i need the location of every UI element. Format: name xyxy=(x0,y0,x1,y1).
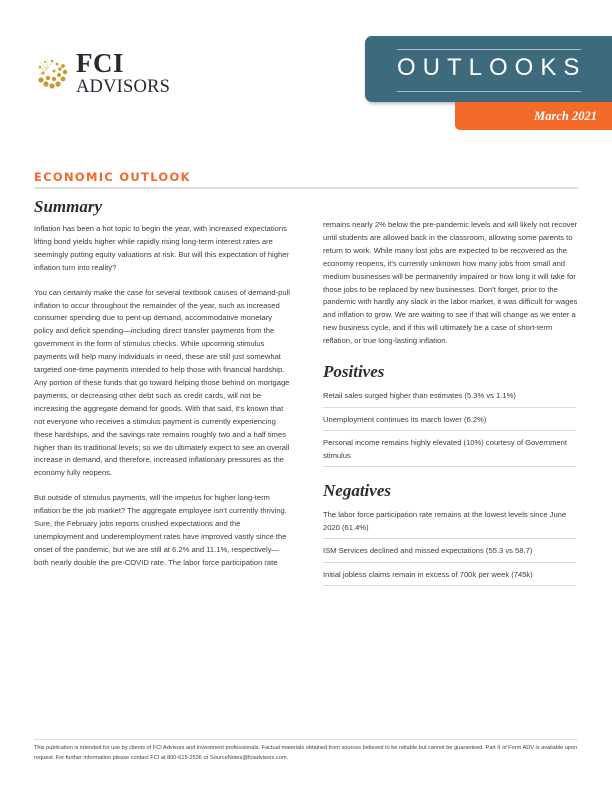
banner-title: OUTLOOKS xyxy=(397,54,587,81)
outlooks-banner xyxy=(365,36,612,102)
summary-paragraph-2: You can certainly make the case for several textbook causes of demand-pull inflation to occur throughout the remainder of the year, such as increased consumer spending due to pent-up demand, accommodative monetary policy and deficit spending—including direct transfer payments from the government in the form of stimulus checks. While upcoming stimulus payments will help many individuals in need, these are still just somewhat targeted one-time payments intended to help those with financial hardship. Any portion of these funds that go toward helping those behind on mortgage payments, or decreasing other debt such as credit cards, will not be increasing the aggregate demand for goods. With that said, it's known that not everyone who receives a stimulus payment is currently experiencing these hardships, and the savings rate remains roughly two and a half times higher than its traditional levels; so we do ultimately expect to see an overall increase in demand, and therefore, increased inflationary pressures as the economy fully reopens. xyxy=(34,287,290,478)
section-label: ECONOMIC OUTLOOK xyxy=(34,170,191,184)
positives-heading: Positives xyxy=(323,362,385,382)
brand-logo xyxy=(34,50,170,97)
date-tab xyxy=(455,102,612,130)
summary-paragraph-1: Inflation has been a hot topic to begin the year, with increased expectations lifting bond yields higher while rapidly rising long-term interest rates are seemingly putting equity valuations at risk. But will this expectation of higher inflation turn into reality? xyxy=(34,224,289,272)
footer-divider xyxy=(34,739,578,740)
summary-paragraph-3: But outside of stimulus payments, will the impetus for higher long-term inflation be the job market? The aggregate employee isn't currently thriving. Sure, the February jobs reports crushed expectations and the unemployment and underemployment rates have improved vastly since the onset of the pandemic, but we are still at 6.2% and 11.1%, respectively—both nearly double the pre-COVID rate. The labor force participation rate xyxy=(34,493,287,567)
banner-rule-bottom xyxy=(397,91,581,92)
positive-item: Personal income remains highly elevated (10%) courtesy of Government stimulus xyxy=(323,435,576,467)
section-divider xyxy=(34,187,578,189)
brand-name: FCI xyxy=(76,48,124,78)
issue-date: March 2021 xyxy=(534,109,597,123)
summary-column-left xyxy=(34,197,290,582)
summary-heading: Summary xyxy=(34,197,103,216)
brand-subname: ADVISORS xyxy=(76,77,171,97)
negative-item: ISM Services declined and missed expectations (55.3 vs 58.7) xyxy=(323,543,576,563)
banner-rule-top xyxy=(397,49,581,50)
negatives-heading: Negatives xyxy=(323,481,391,501)
positive-item: Unemployment continues its march lower (6.2%) xyxy=(323,412,576,432)
positive-item: Retail sales surged higher than estimates (5.3% vs 1.1%) xyxy=(323,388,576,408)
footer-disclaimer: This publication is intended for use by clients of FCI Advisors and investment professionals. Factual materials obtained from sources believed to be reliable but cannot be guaranteed. Part II of Form ADV is available upon request. For further information please contact FCI at 800-615-2536 or SourceNotes@fciadvisors.com. xyxy=(34,745,578,761)
summary-column-right xyxy=(323,219,578,590)
negative-item: The labor force participation rate remains at the lowest levels since June 2020 (61.4%) xyxy=(323,507,576,539)
globe-dots-icon xyxy=(34,56,68,90)
summary-paragraph-4: remains nearly 2% below the pre-pandemic levels and will likely not recover until students are allowed back in the classroom, allowing some parents to return to work. While many lost jobs are expected to be recovered as the economy reopens, it's currently unknown how many jobs from small and medium businesses will be permanently impaired or how long it will take for those jobs to be replaced by new businesses. Don't forget, prior to the pandemic with hardly any slack in the labor market, it was difficult for wages and inflation to grow. We are waiting to see if that will change as we enter a new business cycle, and if this will ultimately be a case of short-term reflation, or true long-lasting inflation. xyxy=(323,220,578,346)
negative-item: Initial jobless claims remain in excess of 700k per week (745k) xyxy=(323,567,576,587)
